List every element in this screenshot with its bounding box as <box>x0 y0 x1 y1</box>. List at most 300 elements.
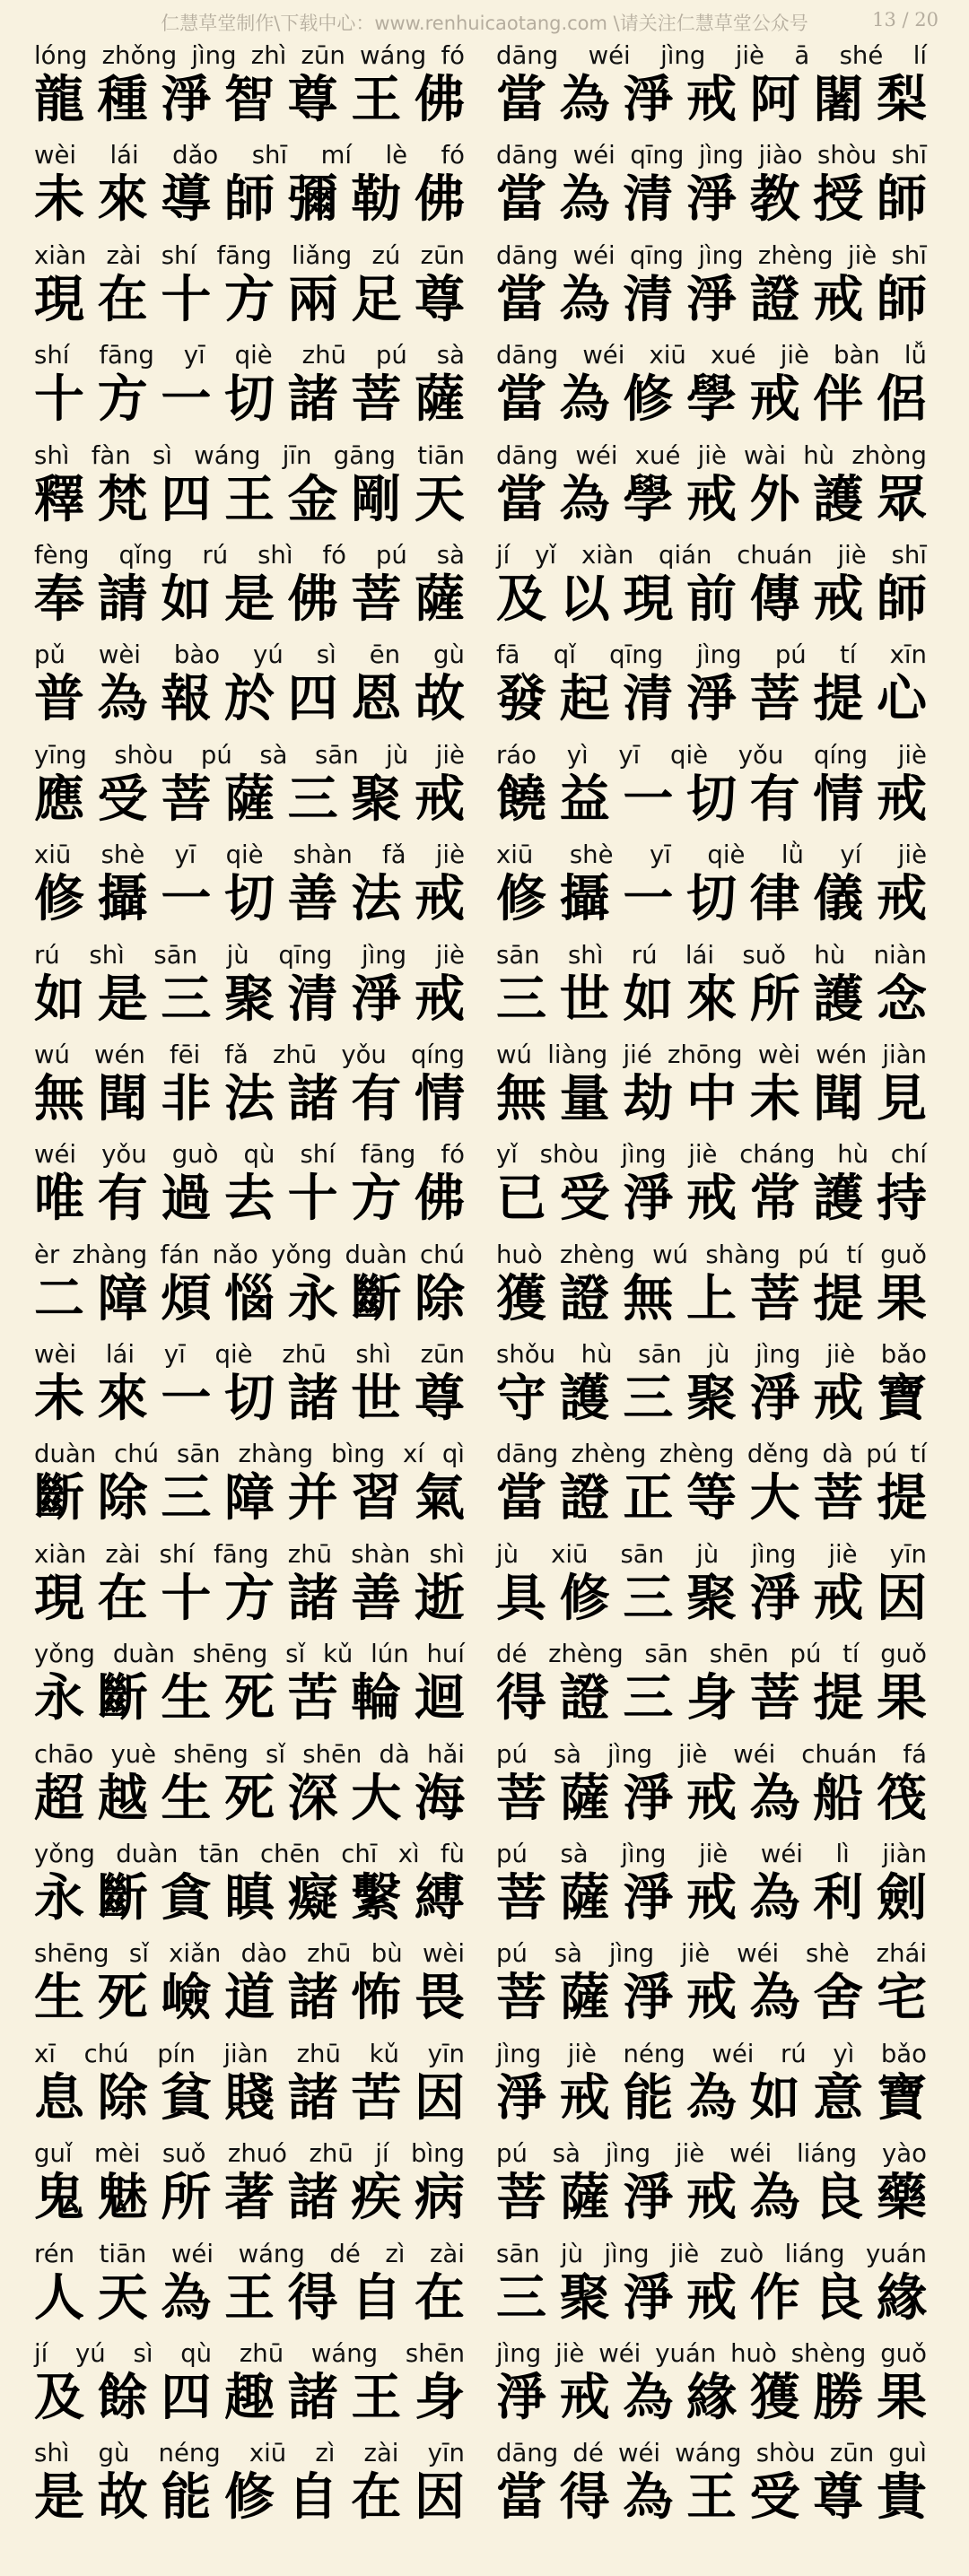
pinyin-syllable: jiè <box>435 840 465 870</box>
hanzi-character: 三 <box>161 970 212 1029</box>
hanzi-character: 清 <box>623 170 674 230</box>
hanzi-character: 伴 <box>813 370 864 430</box>
hanzi-character: 薩 <box>559 1969 610 2028</box>
verse-right <box>496 39 927 129</box>
pinyin-syllable: jù <box>707 1340 730 1370</box>
hanzi-character: 得 <box>559 2468 610 2528</box>
pinyin-line <box>496 839 927 871</box>
pinyin-syllable: ā <box>794 41 810 70</box>
hanzi-character: 三 <box>161 1469 212 1528</box>
pinyin-syllable: wèi <box>98 640 141 670</box>
hanzi-character: 學 <box>623 470 674 529</box>
hanzi-character: 迴 <box>414 1669 465 1728</box>
pinyin-syllable: xiàn <box>34 240 87 270</box>
pinyin-syllable: shǒu <box>496 1340 556 1370</box>
hanzi-character: 修 <box>623 370 674 430</box>
pinyin-syllable: zhū <box>296 2039 341 2068</box>
hanzi-character: 王 <box>351 71 402 129</box>
hanzi-character: 等 <box>685 1469 737 1528</box>
pinyin-syllable: sà <box>554 1939 582 1969</box>
hanzi-character: 為 <box>161 2268 212 2328</box>
hanzi-character: 未 <box>34 170 84 230</box>
pinyin-syllable: suǒ <box>742 940 786 970</box>
hanzi-character: 為 <box>559 370 610 430</box>
hanzi-character: 輪 <box>351 1669 402 1728</box>
hanzi-character: 戒 <box>685 1969 737 2028</box>
verse-row <box>0 839 969 938</box>
pinyin-syllable: zhōng <box>668 1040 743 1069</box>
pinyin-syllable: zì <box>385 2239 406 2268</box>
hanzi-character: 自 <box>351 2268 402 2328</box>
pinyin-syllable: wú <box>652 1240 688 1269</box>
pinyin-syllable: rú <box>631 940 658 970</box>
pinyin-syllable: guǒ <box>880 1640 927 1669</box>
hanzi-character: 如 <box>623 970 674 1029</box>
hanzi-character: 受 <box>97 770 148 829</box>
pinyin-syllable: xiàn <box>581 540 634 570</box>
hanzi-character: 淨 <box>623 2169 674 2228</box>
pinyin-syllable: zūn <box>420 240 465 270</box>
hanzi-character: 貧 <box>161 2068 212 2128</box>
pinyin-syllable: xiǎn <box>169 1939 222 1969</box>
pinyin-syllable: shēn <box>302 1739 362 1769</box>
pinyin-syllable: yú <box>75 2338 106 2368</box>
pinyin-syllable: rú <box>780 2039 807 2068</box>
hanzi-character: 獲 <box>496 1269 546 1328</box>
pinyin-syllable: zhàng <box>238 1440 314 1469</box>
verse-left <box>34 39 465 129</box>
pinyin-syllable: yǒng <box>271 1240 333 1269</box>
hanzi-character: 教 <box>749 170 800 230</box>
hanzi-character: 生 <box>161 1669 212 1728</box>
hanzi-character: 淨 <box>623 1170 674 1229</box>
hanzi-character: 菩 <box>813 1469 864 1528</box>
pinyin-syllable: zūn <box>301 41 345 70</box>
verse-row <box>0 939 969 1039</box>
pinyin-syllable: lún <box>371 1640 409 1669</box>
hanzi-character: 過 <box>161 1170 212 1229</box>
hanzi-line <box>496 2469 927 2527</box>
hanzi-character: 見 <box>876 1069 927 1128</box>
hanzi-character: 戒 <box>876 870 927 929</box>
pinyin-syllable: rén <box>34 2239 75 2268</box>
hanzi-character: 諸 <box>287 370 338 430</box>
pinyin-syllable: shàn <box>292 840 353 870</box>
hanzi-character: 去 <box>223 1170 275 1229</box>
hanzi-line <box>34 2070 465 2128</box>
pinyin-syllable: fèng <box>34 540 90 570</box>
hanzi-character: 大 <box>351 1769 402 1828</box>
hanzi-character: 兩 <box>287 270 338 329</box>
pinyin-syllable: wéi <box>737 1939 780 1969</box>
hanzi-character: 聞 <box>97 1069 148 1128</box>
hanzi-character: 法 <box>223 1069 275 1128</box>
hanzi-character: 寶 <box>876 2068 927 2128</box>
verse-row <box>0 239 969 339</box>
hanzi-character: 戒 <box>559 2368 610 2427</box>
pinyin-syllable: sān <box>620 1539 665 1569</box>
hanzi-line <box>496 771 927 829</box>
pinyin-syllable: wáng <box>675 2439 742 2468</box>
pinyin-syllable: néng <box>158 2439 221 2468</box>
hanzi-character: 彌 <box>287 170 338 230</box>
hanzi-character: 淨 <box>496 2368 546 2427</box>
pinyin-syllable: duàn <box>345 1240 407 1269</box>
hanzi-line <box>496 1271 927 1328</box>
hanzi-character: 戒 <box>685 2268 737 2328</box>
hanzi-character: 非 <box>161 1069 212 1128</box>
pinyin-syllable: fēi <box>169 1040 201 1069</box>
hanzi-character: 斷 <box>34 1469 84 1528</box>
verse-left <box>34 1039 465 1128</box>
verse-left <box>34 1638 465 1727</box>
pinyin-syllable: lái <box>685 940 715 970</box>
pinyin-syllable: gāng <box>333 440 396 470</box>
pinyin-line <box>496 2038 927 2070</box>
pinyin-syllable: cháng <box>739 1140 816 1170</box>
hanzi-character: 當 <box>496 2468 546 2528</box>
hanzi-line <box>496 2070 927 2128</box>
pinyin-syllable: mèi <box>94 2139 141 2169</box>
pinyin-syllable: jiàn <box>882 1040 927 1069</box>
pinyin-syllable: sà <box>436 341 465 370</box>
pinyin-syllable: qián <box>659 540 712 570</box>
pinyin-syllable: pú <box>496 1840 528 1869</box>
pinyin-syllable: sà <box>436 540 465 570</box>
pinyin-line <box>34 1438 465 1470</box>
hanzi-character: 法 <box>351 870 402 929</box>
pinyin-syllable: dé <box>329 2239 361 2268</box>
hanzi-character: 切 <box>223 370 275 430</box>
hanzi-line <box>496 371 927 429</box>
pinyin-syllable: zhū <box>309 2139 354 2169</box>
header-title: 仁慧草堂制作\下载中心：www.renhuicaotang.com \请关注仁慧草堂公众号 <box>161 13 808 34</box>
hanzi-character: 已 <box>496 1170 546 1229</box>
pinyin-syllable: qì <box>441 1440 465 1469</box>
hanzi-character: 戒 <box>685 2169 737 2228</box>
hanzi-character: 戒 <box>414 870 465 929</box>
hanzi-character: 因 <box>414 2068 465 2128</box>
pinyin-line <box>496 339 927 371</box>
hanzi-character: 提 <box>813 1269 864 1328</box>
pinyin-syllable: shòu <box>114 740 174 770</box>
hanzi-line <box>496 472 927 529</box>
hanzi-character: 所 <box>749 970 800 1029</box>
pinyin-line <box>496 1438 927 1470</box>
hanzi-character: 菩 <box>496 1969 546 2028</box>
pinyin-syllable: xiū <box>551 1539 589 1569</box>
hanzi-character: 於 <box>223 670 275 729</box>
hanzi-character: 筏 <box>876 1769 927 1828</box>
pinyin-syllable: xué <box>710 341 756 370</box>
hanzi-character: 自 <box>287 2468 338 2528</box>
pinyin-syllable: tiān <box>99 2239 147 2268</box>
pinyin-syllable: jiè <box>897 840 927 870</box>
pinyin-syllable: pú <box>774 640 807 670</box>
hanzi-character: 諸 <box>287 1370 338 1429</box>
hanzi-character: 戒 <box>685 1869 737 1928</box>
hanzi-character: 為 <box>749 1869 800 1928</box>
pinyin-syllable: pú <box>375 540 407 570</box>
hanzi-character: 前 <box>685 570 737 629</box>
hanzi-line <box>34 2270 465 2328</box>
hanzi-character: 深 <box>287 1769 338 1828</box>
pinyin-syllable: dāng <box>496 2439 559 2468</box>
hanzi-character: 戒 <box>685 1769 737 1828</box>
pinyin-syllable: yīn <box>427 2039 465 2068</box>
pinyin-syllable: sān <box>315 740 359 770</box>
pinyin-syllable: wén <box>816 1040 868 1069</box>
pinyin-line <box>34 1138 465 1171</box>
pinyin-syllable: zhèng <box>548 1640 624 1669</box>
pinyin-syllable: bìng <box>331 1440 386 1469</box>
pinyin-syllable: yǒng <box>34 1840 95 1869</box>
pinyin-syllable: jìng <box>608 1939 655 1969</box>
pinyin-syllable: qīng <box>630 141 685 170</box>
hanzi-line <box>34 1571 465 1628</box>
pinyin-syllable: jiè <box>567 2039 597 2068</box>
verse-row <box>0 1738 969 1838</box>
hanzi-character: 有 <box>97 1170 148 1229</box>
hanzi-character: 除 <box>97 1469 148 1528</box>
pinyin-line <box>496 939 927 971</box>
hanzi-character: 獲 <box>749 2368 800 2427</box>
verse-row <box>0 39 969 139</box>
hanzi-character: 大 <box>749 1469 800 1528</box>
hanzi-line <box>496 2270 927 2328</box>
pinyin-syllable: bù <box>371 1939 403 1969</box>
pinyin-syllable: jiè <box>847 240 877 270</box>
pinyin-syllable: xīn <box>889 640 927 670</box>
pinyin-syllable: qíng <box>814 740 869 770</box>
pinyin-syllable: wéi <box>588 41 631 70</box>
hanzi-character: 護 <box>559 1370 610 1429</box>
pinyin-line <box>496 1937 927 1970</box>
pinyin-syllable: zuò <box>720 2239 764 2268</box>
pinyin-syllable: zhǒng <box>101 41 178 70</box>
pinyin-syllable: huò <box>496 1240 543 1269</box>
hanzi-character: 意 <box>813 2068 864 2128</box>
hanzi-character: 畏 <box>414 1969 465 2028</box>
hanzi-character: 死 <box>97 1969 148 2028</box>
verse-right <box>496 639 927 728</box>
hanzi-line <box>496 272 927 329</box>
hanzi-character: 能 <box>623 2068 674 2128</box>
hanzi-character: 為 <box>749 1769 800 1828</box>
hanzi-line <box>496 2170 927 2227</box>
hanzi-character: 三 <box>287 770 338 829</box>
pinyin-syllable: wáng <box>194 440 261 470</box>
pinyin-syllable: rú <box>34 940 60 970</box>
verse-row <box>0 339 969 439</box>
hanzi-character: 應 <box>34 770 84 829</box>
pinyin-syllable: tí <box>839 640 857 670</box>
hanzi-line <box>34 2370 465 2427</box>
pinyin-line <box>496 1338 927 1371</box>
pinyin-syllable: yī <box>183 341 205 370</box>
hanzi-character: 戒 <box>813 570 864 629</box>
verse-row <box>0 1039 969 1138</box>
pinyin-syllable: shēn <box>709 1640 769 1669</box>
hanzi-character: 一 <box>161 1370 212 1429</box>
pinyin-line <box>34 339 465 371</box>
verse-left <box>34 1338 465 1428</box>
pinyin-syllable: qiè <box>707 840 746 870</box>
verse-right <box>496 1039 927 1128</box>
verse-right <box>496 2238 927 2328</box>
hanzi-character: 智 <box>223 71 275 129</box>
pinyin-syllable: sān <box>153 940 198 970</box>
verse-left <box>34 839 465 928</box>
hanzi-character: 心 <box>876 670 927 729</box>
hanzi-character: 攝 <box>97 870 148 929</box>
pinyin-syllable: jí <box>375 2139 389 2169</box>
pinyin-syllable: wèi <box>34 1340 77 1370</box>
hanzi-character: 量 <box>559 1069 610 1128</box>
hanzi-character: 障 <box>97 1269 148 1328</box>
verse-row <box>0 2038 969 2137</box>
hanzi-character: 世 <box>351 1370 402 1429</box>
hanzi-character: 貴 <box>876 2468 927 2528</box>
hanzi-character: 利 <box>813 1869 864 1928</box>
hanzi-character: 尊 <box>813 2468 864 2528</box>
hanzi-character: 薩 <box>559 1869 610 1928</box>
pinyin-syllable: chuán <box>801 1739 877 1769</box>
pinyin-syllable: shí <box>300 1140 336 1170</box>
hanzi-character: 益 <box>559 770 610 829</box>
pinyin-syllable: pǔ <box>34 640 65 670</box>
hanzi-character: 一 <box>623 870 674 929</box>
pinyin-syllable: guǒ <box>880 2338 927 2368</box>
hanzi-character: 律 <box>749 870 800 929</box>
pinyin-syllable: wú <box>496 1040 532 1069</box>
hanzi-character: 佛 <box>414 1170 465 1229</box>
pinyin-syllable: pín <box>157 2039 196 2068</box>
hanzi-line <box>34 472 465 529</box>
hanzi-character: 未 <box>749 1069 800 1128</box>
pinyin-syllable: sān <box>496 2239 540 2268</box>
hanzi-character: 修 <box>559 1569 610 1628</box>
hanzi-character: 發 <box>496 670 546 729</box>
hanzi-character: 諸 <box>287 2368 338 2427</box>
hanzi-character: 在 <box>351 2468 402 2528</box>
pinyin-syllable: zhàng <box>72 1240 148 1269</box>
hanzi-character: 提 <box>813 670 864 729</box>
pinyin-syllable: zài <box>105 1539 141 1569</box>
pinyin-syllable: wèi <box>34 141 77 170</box>
pinyin-syllable: sān <box>644 1640 689 1669</box>
hanzi-line <box>496 72 927 129</box>
hanzi-character: 有 <box>749 770 800 829</box>
pinyin-syllable: qiè <box>225 840 264 870</box>
pinyin-syllable: wèi <box>757 1040 800 1069</box>
pinyin-syllable: qīng <box>278 940 333 970</box>
hanzi-character: 現 <box>623 570 674 629</box>
pinyin-syllable: wéi <box>733 1739 776 1769</box>
hanzi-character: 當 <box>496 71 546 129</box>
hanzi-character: 饒 <box>496 770 546 829</box>
pinyin-syllable: shī <box>251 141 288 170</box>
pinyin-syllable: jìng <box>698 141 745 170</box>
hanzi-character: 中 <box>685 1069 737 1128</box>
verse-right <box>496 339 927 429</box>
pinyin-line <box>34 2137 465 2170</box>
pinyin-syllable: wéi <box>711 2039 755 2068</box>
hanzi-character: 尊 <box>414 1370 465 1429</box>
pinyin-syllable: shòu <box>755 2439 816 2468</box>
hanzi-character: 王 <box>685 2468 737 2528</box>
hanzi-character: 來 <box>97 1370 148 1429</box>
pinyin-syllable: jiè <box>697 440 727 470</box>
hanzi-character: 如 <box>161 570 212 629</box>
pinyin-syllable: jù <box>560 2239 584 2268</box>
hanzi-character: 淨 <box>685 670 737 729</box>
verse-right <box>496 1438 927 1527</box>
hanzi-character: 因 <box>414 2468 465 2528</box>
pinyin-syllable: shé <box>839 41 884 70</box>
hanzi-character: 清 <box>623 270 674 329</box>
hanzi-line <box>34 1470 465 1527</box>
hanzi-character: 具 <box>496 1569 546 1628</box>
pinyin-syllable: shàn <box>351 1539 411 1569</box>
pinyin-line <box>496 539 927 571</box>
hanzi-character: 宅 <box>876 1969 927 2028</box>
hanzi-character: 及 <box>496 570 546 629</box>
pinyin-syllable: yǐ <box>496 1140 518 1170</box>
pinyin-syllable: zhì <box>250 41 287 70</box>
hanzi-character: 護 <box>813 470 864 529</box>
pinyin-syllable: shēng <box>34 1939 109 1969</box>
pinyin-syllable: shòu <box>539 1140 599 1170</box>
hanzi-character: 淨 <box>685 270 737 329</box>
pinyin-syllable: liǎng <box>292 240 353 270</box>
pinyin-syllable: wéi <box>34 1140 77 1170</box>
pinyin-syllable: lái <box>109 141 139 170</box>
pinyin-syllable: shī <box>891 540 927 570</box>
hanzi-character: 受 <box>749 2468 800 2528</box>
pinyin-syllable: nǎo <box>212 1240 258 1269</box>
hanzi-character: 尊 <box>414 270 465 329</box>
verse-row <box>0 1438 969 1537</box>
hanzi-character: 戒 <box>414 770 465 829</box>
pinyin-syllable: fó <box>441 141 465 170</box>
hanzi-character: 果 <box>876 2368 927 2427</box>
pinyin-syllable: rú <box>202 540 229 570</box>
hanzi-character: 良 <box>813 2169 864 2228</box>
hanzi-character: 菩 <box>351 370 402 430</box>
pinyin-syllable: jìng <box>607 1739 653 1769</box>
hanzi-character: 一 <box>623 770 674 829</box>
pinyin-syllable: shì <box>34 2439 70 2468</box>
hanzi-character: 王 <box>223 470 275 529</box>
hanzi-character: 諸 <box>287 2068 338 2128</box>
pinyin-syllable: zhū <box>239 2338 284 2368</box>
hanzi-character: 守 <box>496 1370 546 1429</box>
pinyin-line <box>34 1039 465 1071</box>
pinyin-syllable: lì <box>835 1840 850 1869</box>
hanzi-line <box>34 2469 465 2527</box>
hanzi-character: 斷 <box>97 1869 148 1928</box>
pinyin-syllable: dà <box>379 1739 410 1769</box>
hanzi-character: 戒 <box>813 1370 864 1429</box>
verse-row <box>0 139 969 239</box>
pinyin-syllable: zhái <box>876 1939 927 1969</box>
verse-left <box>34 1937 465 2027</box>
pinyin-syllable: sì <box>316 640 336 670</box>
pinyin-syllable: wéi <box>617 2439 661 2468</box>
pinyin-syllable: shì <box>258 540 293 570</box>
pinyin-syllable: lóng <box>34 41 88 70</box>
